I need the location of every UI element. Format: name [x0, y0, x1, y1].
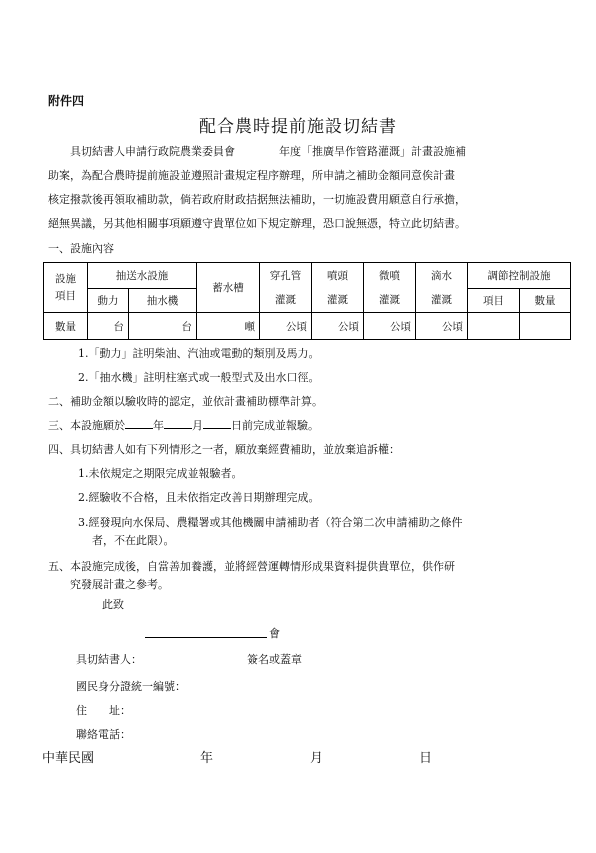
perforated-pipe-header: 穿孔管 灌溉: [260, 263, 312, 313]
quantity-row-label: 數量: [44, 313, 88, 340]
unit-cell: 台: [129, 313, 197, 340]
rule-3: 三、本設施願於 年 月 日前完成並報驗。: [48, 419, 319, 432]
day-blank[interactable]: [203, 418, 231, 429]
rule-5: 五、本設施完成後，自當善加養護，並將經營運轉情形成果資料提供貴單位，供作研: [48, 560, 455, 573]
rule-4-3-cont: 者，不在此限）。: [92, 534, 175, 547]
date-day: 日: [419, 751, 433, 766]
attachment-label: 附件四: [48, 94, 85, 108]
unit-cell: 公頃: [416, 313, 468, 340]
unit-cell: 台: [88, 313, 129, 340]
date-roc: 中華民國: [42, 751, 95, 766]
year-blank[interactable]: [125, 418, 153, 429]
drip-header: 滴水 灌溉: [416, 263, 468, 313]
tank-header: 蓄水槽: [197, 263, 260, 313]
date-year: 年: [200, 751, 214, 766]
signer-label: 具切結書人：: [76, 653, 142, 666]
pump-group-header: 抽送水設施: [88, 263, 197, 289]
rule-4-2: 2.經驗收不合格，且未依指定改善日期辦理完成。: [78, 491, 320, 504]
pump-header: 抽水機: [129, 289, 197, 313]
date-month: 月: [310, 751, 324, 766]
statement-paragraph: [48, 140, 568, 236]
control-item-cell[interactable]: [468, 313, 520, 340]
unit-cell: 噸: [197, 313, 260, 340]
council-label: 會: [269, 627, 280, 640]
facility-item-header: 設施項目: [44, 263, 88, 313]
paragraph-line: 核定撥款後再領取補助款，倘若政府財政拮据無法補助，一切施設費用願意自行承擔，: [48, 193, 466, 206]
note-pump: 2.「抽水機」註明柱塞式或一般型式及出水口徑。: [78, 371, 320, 384]
sprinkler-header: 噴頭 灌溉: [312, 263, 364, 313]
salutation: 此致: [102, 598, 124, 611]
council-name-blank[interactable]: [145, 636, 267, 638]
paragraph-line: 絕無異議，另其他相關事項願遵守貴單位如下規定辦理，恐口說無憑，特立此切結書。: [48, 217, 466, 230]
sign-note: 簽名或蓋章: [247, 653, 302, 666]
rule-4: 四、具切結書人如有下列情形之一者，願放棄經費補助，並放棄追訴權：: [48, 443, 400, 456]
note-power: 1.「動力」註明柴油、汽油或電動的類別及馬力。: [78, 347, 320, 360]
power-header: 動力: [88, 289, 129, 313]
rules-list: [48, 342, 463, 594]
paragraph-line: 具切結書人申請行政院農業委員會 年度「推廣旱作管路灌溉」計畫設施補: [70, 145, 466, 158]
month-blank[interactable]: [164, 418, 192, 429]
unit-cell: 公頃: [260, 313, 312, 340]
control-group-header: 調節控制設施: [468, 263, 571, 289]
rule-2: 二、補助金額以驗收時的認定，並依計畫補助標準計算。: [48, 395, 323, 408]
facility-table: [43, 262, 571, 340]
rule-5-cont: 究發展計畫之參考。: [70, 578, 169, 591]
micro-spray-header: 微噴 灌溉: [364, 263, 416, 313]
rule-4-3: 3.經發現向水保局、農糧署或其他機關申請補助者（符合第二次申請補助之條件: [78, 516, 463, 529]
phone-label: 聯絡電話：: [76, 728, 131, 741]
control-qty-cell[interactable]: [520, 313, 571, 340]
rule-4-1: 1.未依規定之期限完成並報驗者。: [78, 467, 243, 480]
address-label: 住 址：: [76, 704, 131, 717]
paragraph-line: 助案，為配合農時提前施設並遵照計畫規定程序辦理，所申請之補助金額同意俟計畫: [48, 169, 455, 182]
control-qty-header: 數量: [520, 289, 571, 313]
unit-cell: 公頃: [312, 313, 364, 340]
section-facility-content: 一、設施內容: [48, 242, 114, 255]
document-title: 配合農時提前施設切結書: [199, 117, 397, 137]
control-item-header: 項目: [468, 289, 520, 313]
unit-cell: 公頃: [364, 313, 416, 340]
id-number-label: 國民身分證統一編號：: [76, 680, 186, 693]
